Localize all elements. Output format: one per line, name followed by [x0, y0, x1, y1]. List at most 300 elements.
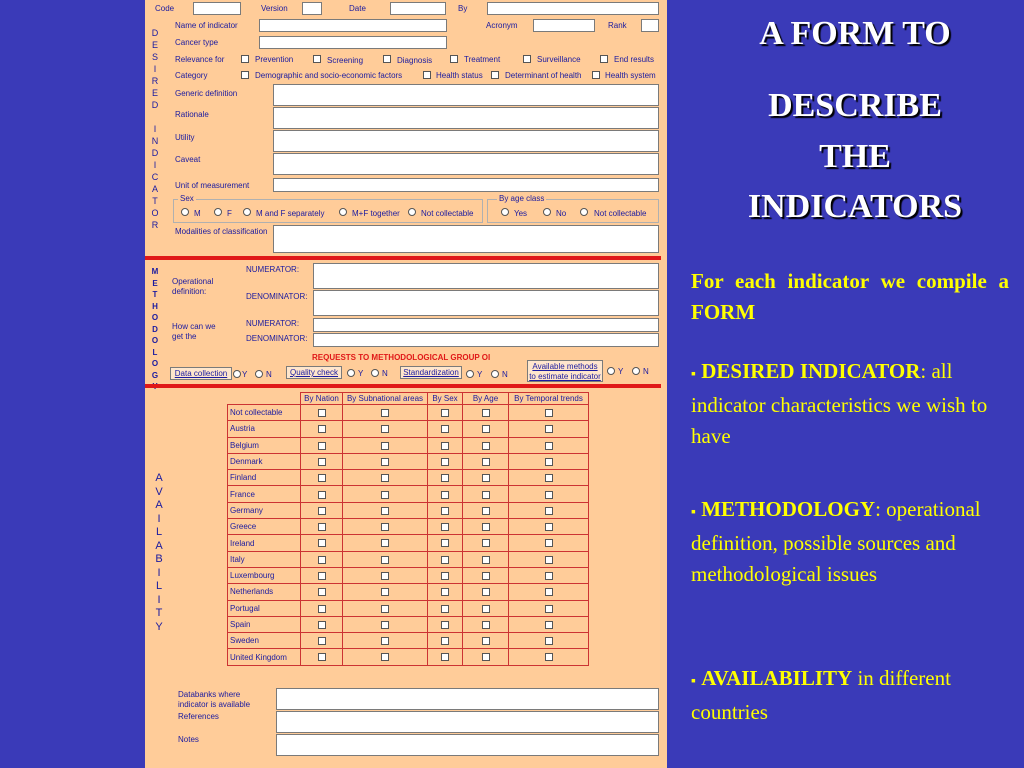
availability-checkbox[interactable]: [318, 637, 326, 645]
availability-checkbox[interactable]: [441, 637, 449, 645]
caveat-label: Caveat: [175, 155, 201, 164]
name-of-indicator-field[interactable]: [259, 19, 447, 32]
cancer-type-label: Cancer type: [175, 38, 219, 47]
no-label: N: [266, 370, 272, 379]
availability-checkbox[interactable]: [441, 507, 449, 515]
sex-f-radio[interactable]: [214, 208, 222, 216]
availability-checkbox[interactable]: [545, 409, 553, 417]
numerator-label: NUMERATOR:: [246, 265, 300, 274]
available-methods-yes-radio[interactable]: [607, 367, 615, 375]
availability-checkbox[interactable]: [482, 539, 490, 547]
databanks-line1: Databanks where: [178, 690, 241, 699]
country-name: Not collectable: [228, 405, 301, 421]
availability-checkbox[interactable]: [381, 572, 389, 580]
availability-cell: [343, 567, 428, 583]
date-label: Date: [349, 4, 366, 13]
availability-cell: [301, 470, 343, 486]
category-option-label: Demographic and socio-economic factors: [255, 71, 403, 80]
rationale-field[interactable]: [273, 107, 659, 129]
availability-cell: [301, 405, 343, 421]
availability-checkbox[interactable]: [545, 588, 553, 596]
category-option-label: Determinant of health: [505, 71, 582, 80]
availability-cell: [428, 567, 463, 583]
availability-cell: [343, 600, 428, 616]
date-field[interactable]: [390, 2, 446, 15]
country-name: Austria: [228, 421, 301, 437]
country-name: Belgium: [228, 437, 301, 453]
sex-together-radio[interactable]: [339, 208, 347, 216]
availability-checkbox[interactable]: [482, 442, 490, 450]
version-field[interactable]: [302, 2, 322, 15]
availability-cell: [301, 551, 343, 567]
availability-checkbox[interactable]: [441, 442, 449, 450]
availability-cell: [301, 486, 343, 502]
availability-cell: [463, 616, 509, 632]
availability-cell: [463, 502, 509, 518]
relevance-screening-checkbox[interactable]: [313, 55, 321, 63]
availability-cell: [343, 616, 428, 632]
sex-option-label: M and F separately: [256, 209, 325, 218]
availability-cell: [428, 502, 463, 518]
code-label: Code: [155, 4, 175, 13]
relevance-end-results-checkbox[interactable]: [600, 55, 608, 63]
availability-cell: [463, 535, 509, 551]
availability-checkbox[interactable]: [441, 523, 449, 531]
sex-m-radio[interactable]: [181, 208, 189, 216]
bullet-desired-head: DESIRED INDICATOR: [701, 359, 921, 383]
availability-checkbox[interactable]: [381, 653, 389, 661]
table-row: [228, 649, 589, 665]
availability-checkbox[interactable]: [545, 491, 553, 499]
availability-cell: [509, 616, 589, 632]
availability-cell: [301, 649, 343, 665]
availability-cell: [428, 519, 463, 535]
cancer-type-field[interactable]: [259, 36, 447, 49]
availability-checkbox[interactable]: [381, 605, 389, 613]
relevance-prevention-checkbox[interactable]: [241, 55, 249, 63]
relevance-label: Relevance for: [175, 55, 225, 64]
utility-label: Utility: [175, 133, 195, 142]
availability-checkbox[interactable]: [545, 523, 553, 531]
availability-checkbox[interactable]: [482, 425, 490, 433]
available-methods-no-radio[interactable]: [632, 367, 640, 375]
column-header-by-age: By Age: [463, 393, 509, 405]
availability-checkbox[interactable]: [545, 621, 553, 629]
availability-cell: [509, 535, 589, 551]
availability-checkbox[interactable]: [318, 572, 326, 580]
availability-cell: [428, 470, 463, 486]
indicator-form: [145, 0, 667, 768]
availability-checkbox[interactable]: [381, 458, 389, 466]
utility-field[interactable]: [273, 130, 659, 152]
availability-checkbox[interactable]: [545, 425, 553, 433]
by-field[interactable]: [487, 2, 659, 15]
country-name: Luxembourg: [228, 567, 301, 583]
country-name: Sweden: [228, 633, 301, 649]
table-corner: [228, 393, 301, 405]
quality-check-button[interactable]: Quality check: [286, 366, 342, 379]
country-name: United Kingdom: [228, 649, 301, 665]
by-label: By: [458, 4, 468, 13]
availability-cell: [343, 535, 428, 551]
rank-field[interactable]: [641, 19, 659, 32]
availability-checkbox[interactable]: [545, 637, 553, 645]
section-divider: [145, 256, 661, 260]
availability-checkbox[interactable]: [545, 507, 553, 515]
generic-definition-field[interactable]: [273, 84, 659, 106]
availability-checkbox[interactable]: [318, 621, 326, 629]
databanks-label: [178, 690, 250, 710]
sex-option-label: M: [194, 209, 201, 218]
age-no-radio[interactable]: [543, 208, 551, 216]
category-health-status-checkbox[interactable]: [423, 71, 431, 79]
availability-cell: [343, 551, 428, 567]
availability-cell: [343, 502, 428, 518]
age-option-label: Yes: [514, 209, 528, 218]
operational-definition-label: Operational definition:: [172, 277, 214, 296]
relevance-diagnosis-checkbox[interactable]: [383, 55, 391, 63]
availability-checkbox[interactable]: [381, 409, 389, 417]
availability-cell: [509, 519, 589, 535]
table-row: [228, 600, 589, 616]
availability-cell: [428, 486, 463, 502]
bullet-mark: ▪: [691, 367, 696, 382]
requests-label: REQUESTS TO METHODOLOGICAL GROUP OI: [312, 353, 491, 362]
availability-checkbox[interactable]: [545, 539, 553, 547]
availability-checkbox[interactable]: [441, 425, 449, 433]
bullet-methodology: [691, 494, 1009, 590]
unit-of-measurement-label: Unit of measurement: [175, 181, 250, 190]
source-numerator-field[interactable]: [313, 318, 659, 332]
bullet-mark: ▪: [691, 674, 696, 689]
availability-checkbox[interactable]: [441, 458, 449, 466]
availability-checkbox[interactable]: [482, 556, 490, 564]
data-collection-no-radio[interactable]: [255, 370, 263, 378]
availability-checkbox[interactable]: [318, 442, 326, 450]
availability-checkbox[interactable]: [381, 474, 389, 482]
slide-margin: [0, 0, 145, 768]
name-of-indicator-label: Name of indicator: [175, 21, 238, 30]
notes-label: Notes: [178, 735, 199, 744]
availability-cell: [301, 567, 343, 583]
availability-checkbox[interactable]: [545, 442, 553, 450]
quality-check-yes-radio[interactable]: [347, 369, 355, 377]
availability-cell: [463, 437, 509, 453]
country-name: Finland: [228, 470, 301, 486]
relevance-option-label: Surveillance: [537, 55, 581, 64]
relevance-option-label: Screening: [327, 56, 364, 65]
table-row: [228, 519, 589, 535]
availability-cell: [509, 486, 589, 502]
availability-cell: [463, 405, 509, 421]
availability-checkbox[interactable]: [441, 572, 449, 580]
bullet-availability-head: AVAILABILITY: [701, 666, 853, 690]
available-methods-line2: to estimate indicator: [529, 372, 601, 381]
references-field[interactable]: [276, 711, 659, 733]
availability-checkbox[interactable]: [318, 605, 326, 613]
sex-separately-radio[interactable]: [243, 208, 251, 216]
slide-title-line4: INDICATORS: [747, 188, 963, 225]
availability-checkbox[interactable]: [482, 458, 490, 466]
availability-checkbox[interactable]: [482, 491, 490, 499]
notes-field[interactable]: [276, 734, 659, 756]
availability-cell: [428, 453, 463, 469]
table-row: [228, 453, 589, 469]
category-determinant-checkbox[interactable]: [491, 71, 499, 79]
operational-denominator-field[interactable]: [313, 290, 659, 316]
availability-checkbox[interactable]: [482, 572, 490, 580]
availability-checkbox[interactable]: [545, 458, 553, 466]
modalities-field[interactable]: [273, 225, 659, 253]
standardization-button[interactable]: Standardization: [400, 366, 462, 379]
availability-checkbox[interactable]: [545, 572, 553, 580]
country-name: Portugal: [228, 600, 301, 616]
desired-indicator-vertical-label: D E S I R E D I N D I C A T O R: [151, 28, 159, 230]
availability-cell: [301, 616, 343, 632]
sex-not-collectable-radio[interactable]: [408, 208, 416, 216]
section-divider: [145, 384, 661, 388]
availability-checkbox[interactable]: [441, 474, 449, 482]
availability-checkbox[interactable]: [318, 507, 326, 515]
availability-cell: [301, 519, 343, 535]
availability-checkbox[interactable]: [381, 637, 389, 645]
relevance-treatment-checkbox[interactable]: [450, 55, 458, 63]
availability-cell: [463, 486, 509, 502]
availability-cell: [509, 405, 589, 421]
availability-cell: [428, 616, 463, 632]
availability-cell: [343, 421, 428, 437]
availability-checkbox[interactable]: [482, 621, 490, 629]
availability-checkbox[interactable]: [441, 556, 449, 564]
category-option-label: Health system: [605, 71, 656, 80]
availability-checkbox[interactable]: [441, 539, 449, 547]
availability-cell: [301, 453, 343, 469]
availability-cell: [509, 633, 589, 649]
category-health-system-checkbox[interactable]: [592, 71, 600, 79]
data-collection-button[interactable]: Data collection: [170, 367, 232, 380]
availability-cell: [428, 421, 463, 437]
availability-cell: [301, 584, 343, 600]
availability-cell: [301, 437, 343, 453]
denominator-label: DENOMINATOR:: [246, 334, 308, 343]
availability-cell: [428, 437, 463, 453]
country-name: Ireland: [228, 535, 301, 551]
availability-cell: [428, 535, 463, 551]
sex-option-label: Not collectable: [421, 209, 474, 218]
standardization-no-radio[interactable]: [491, 370, 499, 378]
availability-checkbox[interactable]: [482, 409, 490, 417]
standardization-yes-radio[interactable]: [466, 370, 474, 378]
rank-label: Rank: [608, 21, 627, 30]
slide-title-line1: A FORM TO: [759, 15, 951, 52]
no-label: N: [502, 370, 508, 379]
numerator-label: NUMERATOR:: [246, 319, 300, 328]
availability-cell: [463, 470, 509, 486]
bullet-methodology-head: METHODOLOGY: [701, 497, 876, 521]
availability-cell: [509, 453, 589, 469]
slide-title-line2: DESCRIBE: [768, 87, 942, 124]
yes-label: Y: [358, 369, 364, 378]
availability-checkbox[interactable]: [545, 653, 553, 661]
bullet-methodology-text: : operational definition, possible sources and methodological issues: [691, 497, 981, 586]
availability-cell: [463, 421, 509, 437]
country-name: Germany: [228, 502, 301, 518]
country-name: Spain: [228, 616, 301, 632]
relevance-option-label: End results: [614, 55, 655, 64]
availability-cell: [301, 502, 343, 518]
availability-checkbox[interactable]: [482, 605, 490, 613]
availability-checkbox[interactable]: [545, 474, 553, 482]
country-name: Italy: [228, 551, 301, 567]
table-row: [228, 470, 589, 486]
category-option-label: Health status: [436, 71, 483, 80]
availability-checkbox[interactable]: [482, 588, 490, 596]
generic-definition-label: Generic definition: [175, 89, 238, 98]
age-option-label: No: [556, 209, 567, 218]
version-label: Version: [261, 4, 288, 13]
availability-checkbox[interactable]: [318, 458, 326, 466]
bullet-desired-text: : all indicator characteristics we wish to have: [691, 359, 988, 448]
availability-checkbox[interactable]: [381, 507, 389, 515]
availability-checkbox[interactable]: [441, 621, 449, 629]
availability-cell: [463, 649, 509, 665]
availability-cell: [463, 584, 509, 600]
relevance-option-label: Treatment: [464, 55, 501, 64]
data-collection-yes-radio[interactable]: [233, 370, 241, 378]
column-header-by-sex: By Sex: [428, 393, 463, 405]
column-header-by-nation: By Nation: [301, 393, 343, 405]
sex-option-label: F: [227, 209, 232, 218]
yes-label: Y: [477, 370, 483, 379]
availability-checkbox[interactable]: [482, 653, 490, 661]
availability-checkbox[interactable]: [381, 523, 389, 531]
availability-checkbox[interactable]: [318, 491, 326, 499]
caveat-field[interactable]: [273, 153, 659, 175]
bullet-mark: ▪: [691, 505, 696, 520]
operational-numerator-field[interactable]: [313, 263, 659, 289]
availability-cell: [463, 600, 509, 616]
table-row: [228, 437, 589, 453]
bullet-availability-text: in different countries: [691, 666, 951, 724]
availability-checkbox[interactable]: [318, 474, 326, 482]
availability-checkbox[interactable]: [441, 588, 449, 596]
availability-checkbox[interactable]: [381, 621, 389, 629]
availability-checkbox[interactable]: [482, 523, 490, 531]
availability-checkbox[interactable]: [318, 556, 326, 564]
availability-checkbox[interactable]: [381, 539, 389, 547]
databanks-field[interactable]: [276, 688, 659, 710]
availability-cell: [343, 486, 428, 502]
slide-title-line3: THE: [819, 138, 891, 175]
yes-label: Y: [618, 367, 624, 376]
availability-table: [227, 392, 589, 666]
availability-checkbox[interactable]: [318, 425, 326, 433]
availability-cell: [343, 470, 428, 486]
availability-checkbox[interactable]: [441, 653, 449, 661]
availability-cell: [463, 519, 509, 535]
available-methods-button[interactable]: [527, 360, 603, 382]
availability-cell: [428, 551, 463, 567]
availability-cell: [343, 649, 428, 665]
sex-group-title: Sex: [180, 194, 194, 203]
quality-check-no-radio[interactable]: [371, 369, 379, 377]
availability-cell: [463, 567, 509, 583]
table-row: [228, 584, 589, 600]
availability-cell: [428, 584, 463, 600]
yes-label: Y: [242, 370, 248, 379]
how-can-we-get-label: How can we get the: [172, 322, 216, 341]
availability-cell: [463, 453, 509, 469]
availability-cell: [509, 567, 589, 583]
availability-checkbox[interactable]: [318, 653, 326, 661]
category-label: Category: [175, 71, 208, 80]
availability-checkbox[interactable]: [482, 474, 490, 482]
availability-cell: [428, 405, 463, 421]
availability-checkbox[interactable]: [441, 409, 449, 417]
availability-checkbox[interactable]: [441, 605, 449, 613]
availability-cell: [343, 437, 428, 453]
availability-checkbox[interactable]: [545, 556, 553, 564]
methodology-vertical-label: M E T H O D O L O G: [151, 267, 159, 380]
availability-checkbox[interactable]: [381, 556, 389, 564]
modalities-label: Modalities of classification: [175, 227, 268, 236]
availability-checkbox[interactable]: [381, 425, 389, 433]
availability-cell: [509, 551, 589, 567]
category-demographic-checkbox[interactable]: [241, 71, 249, 79]
bullet-availability: [691, 663, 1009, 728]
availability-checkbox[interactable]: [318, 523, 326, 531]
availability-cell: [428, 649, 463, 665]
availability-checkbox[interactable]: [318, 588, 326, 596]
references-label: References: [178, 712, 219, 721]
availability-checkbox[interactable]: [318, 539, 326, 547]
availability-checkbox[interactable]: [318, 409, 326, 417]
availability-checkbox[interactable]: [482, 507, 490, 515]
availability-checkbox[interactable]: [545, 605, 553, 613]
age-not-collectable-radio[interactable]: [580, 208, 588, 216]
availability-cell: [509, 584, 589, 600]
availability-cell: [343, 633, 428, 649]
databanks-line2: indicator is available: [178, 700, 251, 709]
code-field[interactable]: [193, 2, 241, 15]
source-denominator-field[interactable]: [313, 333, 659, 347]
availability-cell: [509, 437, 589, 453]
acronym-field[interactable]: [533, 19, 595, 32]
availability-checkbox[interactable]: [381, 588, 389, 596]
column-header-by-temporal: By Temporal trends: [509, 393, 589, 405]
rationale-label: Rationale: [175, 110, 209, 119]
availability-cell: [509, 502, 589, 518]
availability-checkbox[interactable]: [381, 491, 389, 499]
age-group-title: By age class: [499, 194, 545, 203]
table-row: [228, 405, 589, 421]
availability-cell: [343, 519, 428, 535]
country-name: Greece: [228, 519, 301, 535]
table-row: [228, 633, 589, 649]
age-yes-radio[interactable]: [501, 208, 509, 216]
availability-checkbox[interactable]: [482, 637, 490, 645]
no-label: N: [382, 369, 388, 378]
relevance-surveillance-checkbox[interactable]: [523, 55, 531, 63]
availability-cell: [301, 600, 343, 616]
acronym-label: Acronym: [486, 21, 518, 30]
availability-vertical-label: A V A I L A B I L I T Y: [155, 472, 163, 633]
availability-checkbox[interactable]: [381, 442, 389, 450]
table-row: [228, 535, 589, 551]
availability-checkbox[interactable]: [441, 491, 449, 499]
unit-of-measurement-field[interactable]: [273, 178, 659, 192]
relevance-option-label: Diagnosis: [397, 56, 433, 65]
